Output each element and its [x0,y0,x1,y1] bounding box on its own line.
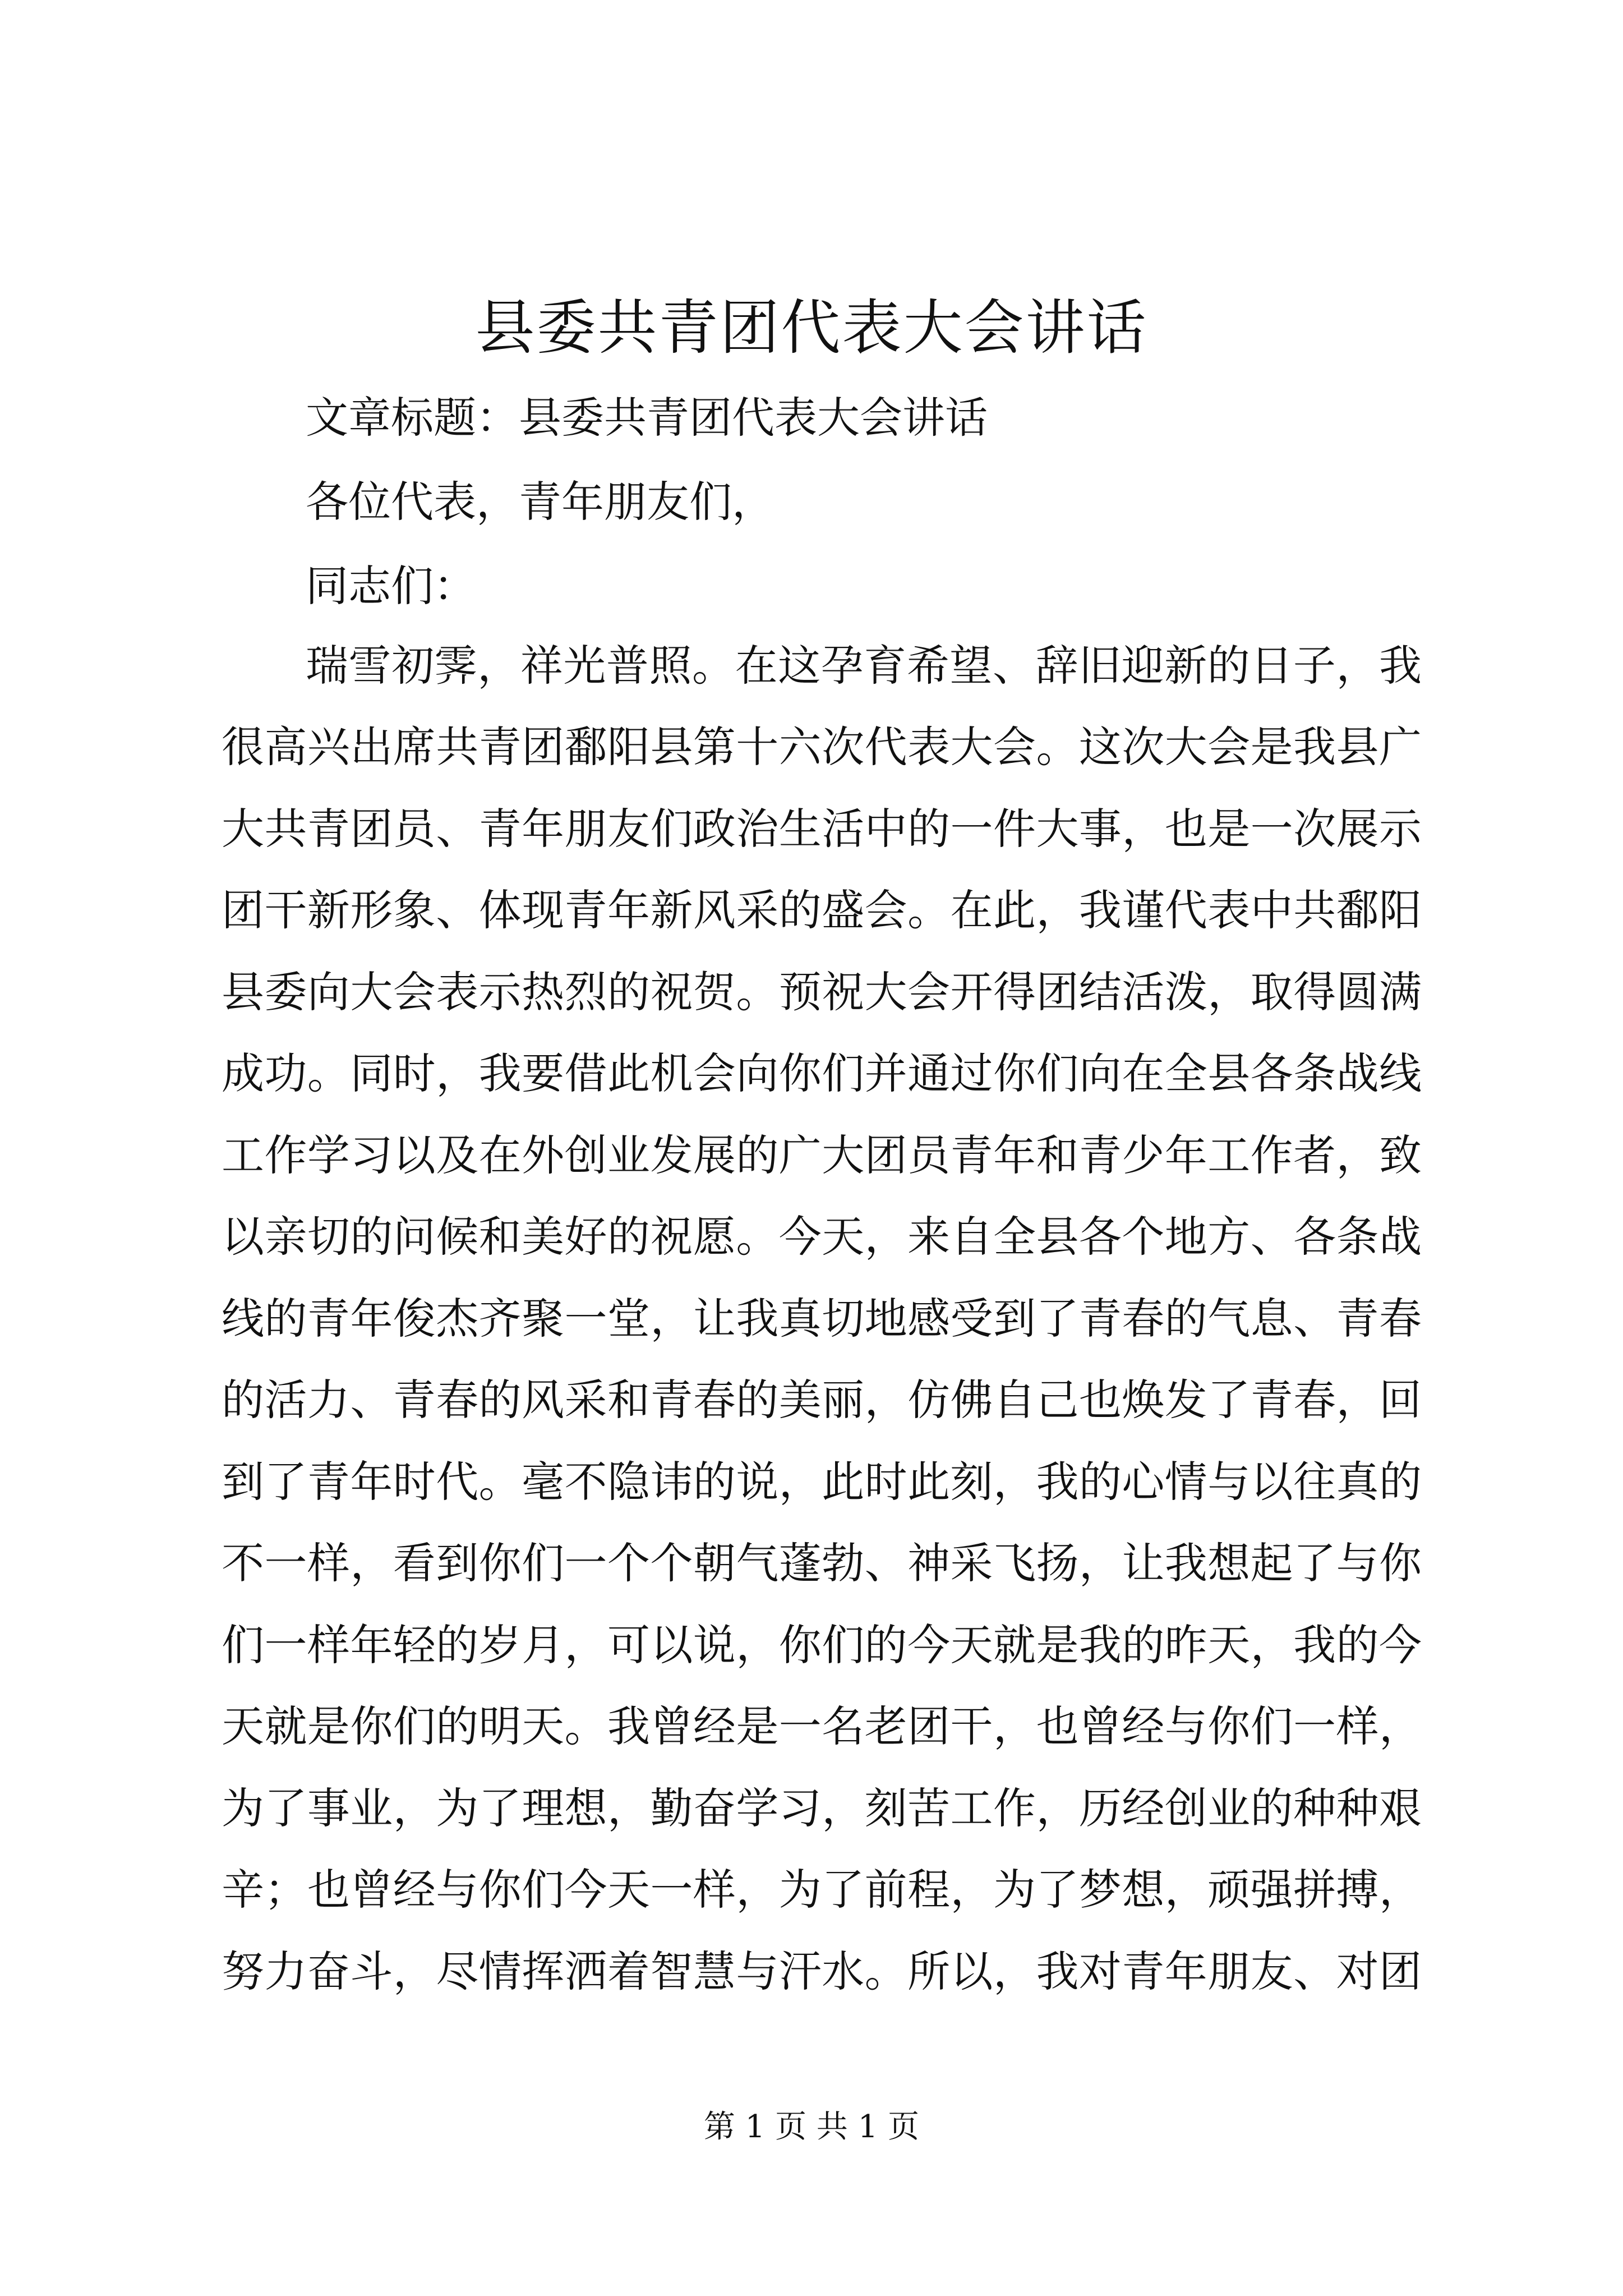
paragraph-line: 辛；也曾经与你们今天一样，为了前程，为了梦想，顽强拼搏， [222,1865,1422,1915]
paragraph-line: 不一样，看到你们一个个朝气蓬勃、神采飞扬，让我想起了与你 [222,1538,1422,1588]
paragraph-line: 天就是你们的明天。我曾经是一名老团干，也曾经与你们一样， [222,1701,1422,1751]
paragraph-line: 的活力、青春的风采和青春的美丽，仿佛自己也焕发了青春，回 [222,1375,1422,1425]
page-number: 第 1 页 共 1 页 [703,2109,920,2145]
paragraph-line: 瑞雪初霁，祥光普照。在这孕育希望、辞旧迎新的日子，我 [306,641,1422,691]
article-title-line: 文章标题：县委共青团代表大会讲话 [306,393,988,443]
paragraph-line: 团干新形象、体现青年新风采的盛会。在此，我谨代表中共鄱阳 [222,885,1422,935]
page-title: 县委共青团代表大会讲话 [475,293,1148,362]
paragraph-line: 很高兴出席共青团鄱阳县第十六次代表大会。这次大会是我县广 [222,722,1422,772]
salutation-line: 同志们： [306,561,476,611]
paragraph-line: 们一样年轻的岁月，可以说，你们的今天就是我的昨天，我的今 [222,1620,1422,1670]
paragraph-line: 努力奋斗，尽情挥洒着智慧与汗水。所以，我对青年朋友、对团 [222,1947,1422,1996]
paragraph-line: 工作学习以及在外创业发展的广大团员青年和青少年工作者，致 [222,1130,1422,1180]
paragraph-line: 以亲切的问候和美好的祝愿。今天，来自全县各个地方、各条战 [222,1212,1422,1262]
paragraph-line: 为了事业，为了理想，勤奋学习，刻苦工作，历经创业的种种艰 [222,1783,1422,1833]
paragraph-line: 线的青年俊杰齐聚一堂，让我真切地感受到了青春的气息、青春 [222,1294,1422,1343]
salutation-line: 各位代表，青年朋友们， [306,477,774,527]
paragraph-line: 到了青年时代。毫不隐讳的说，此时此刻，我的心情与以往真的 [222,1457,1422,1507]
paragraph-line: 县委向大会表示热烈的祝贺。预祝大会开得团结活泼，取得圆满 [222,967,1422,1017]
paragraph-line: 成功。同时，我要借此机会向你们并通过你们向在全县各条战线 [222,1048,1422,1098]
paragraph-line: 大共青团员、青年朋友们政治生活中的一件大事，也是一次展示 [222,804,1422,854]
